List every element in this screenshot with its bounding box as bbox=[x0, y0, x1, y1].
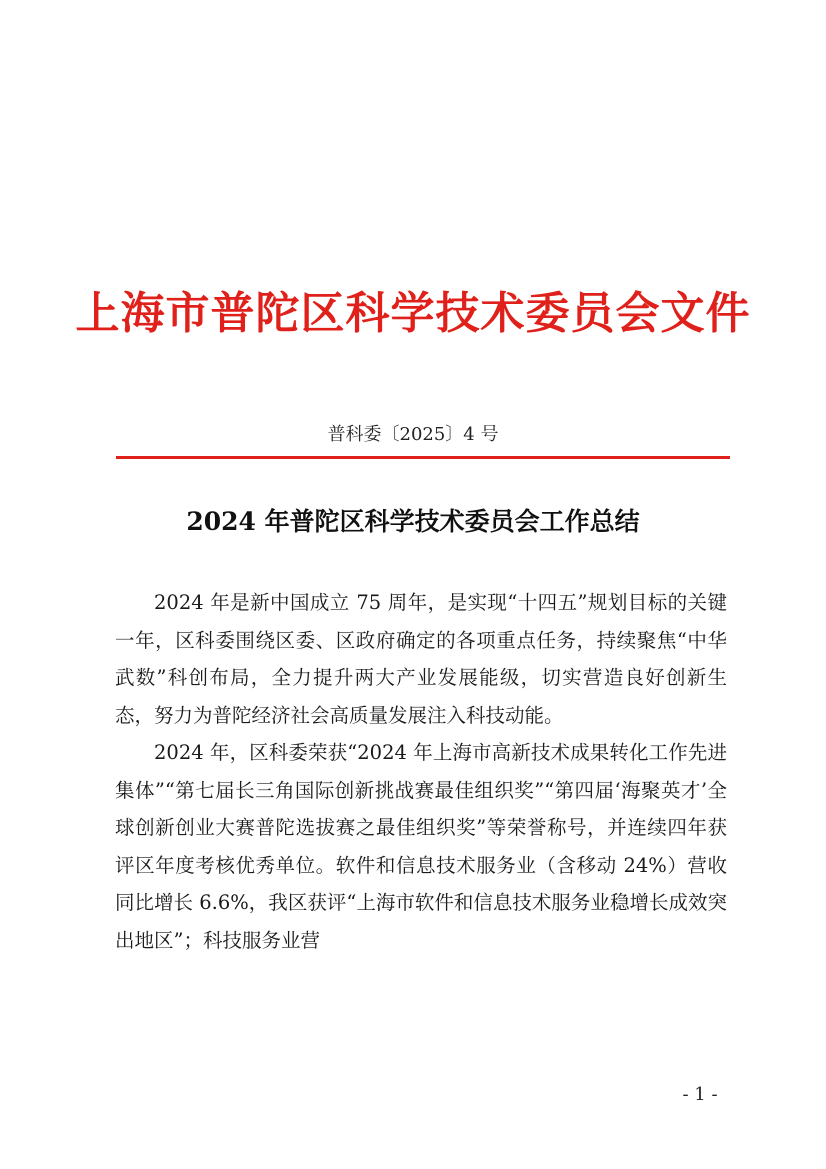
document-number: 普科委〔2025〕4 号 bbox=[327, 424, 499, 445]
page-number: - 1 - bbox=[682, 1084, 718, 1105]
body-paragraph-1: 2024 年是新中国成立 75 周年，是实现“十四五”规划目标的关键一年，区科委围绕区委、区政府确定的各项重点任务，持续聚焦“中华武数”科创布局，全力提升两大产业发展能级，切实营造良好创新生态，努力为普陀经济社会高质量发展注入科技动能。 bbox=[115, 591, 727, 727]
red-divider-line bbox=[116, 456, 730, 459]
issuing-authority-header: 上海市普陀区科学技术委员会文件 bbox=[75, 288, 751, 339]
document-title: 2024 年普陀区科学技术委员会工作总结 bbox=[186, 507, 640, 536]
document-body bbox=[115, 584, 727, 959]
body-paragraph-2: 2024 年，区科委荣获“2024 年上海市高新技术成果转化工作先进集体”“第七届长三角国际创新挑战赛最佳组织奖”“第四届‘海聚英才’全球创新创业大赛普陀选拔赛之最佳组织奖”等荣誉称号，并连续四年获评区年度考核优秀单位。软件和信息技术服务业（含移动 24%）营收同比增长 6.6%，我区获评“上海市软件和信息技术服务业稳增长成效突出地区”；科技服务业营 bbox=[115, 741, 727, 952]
